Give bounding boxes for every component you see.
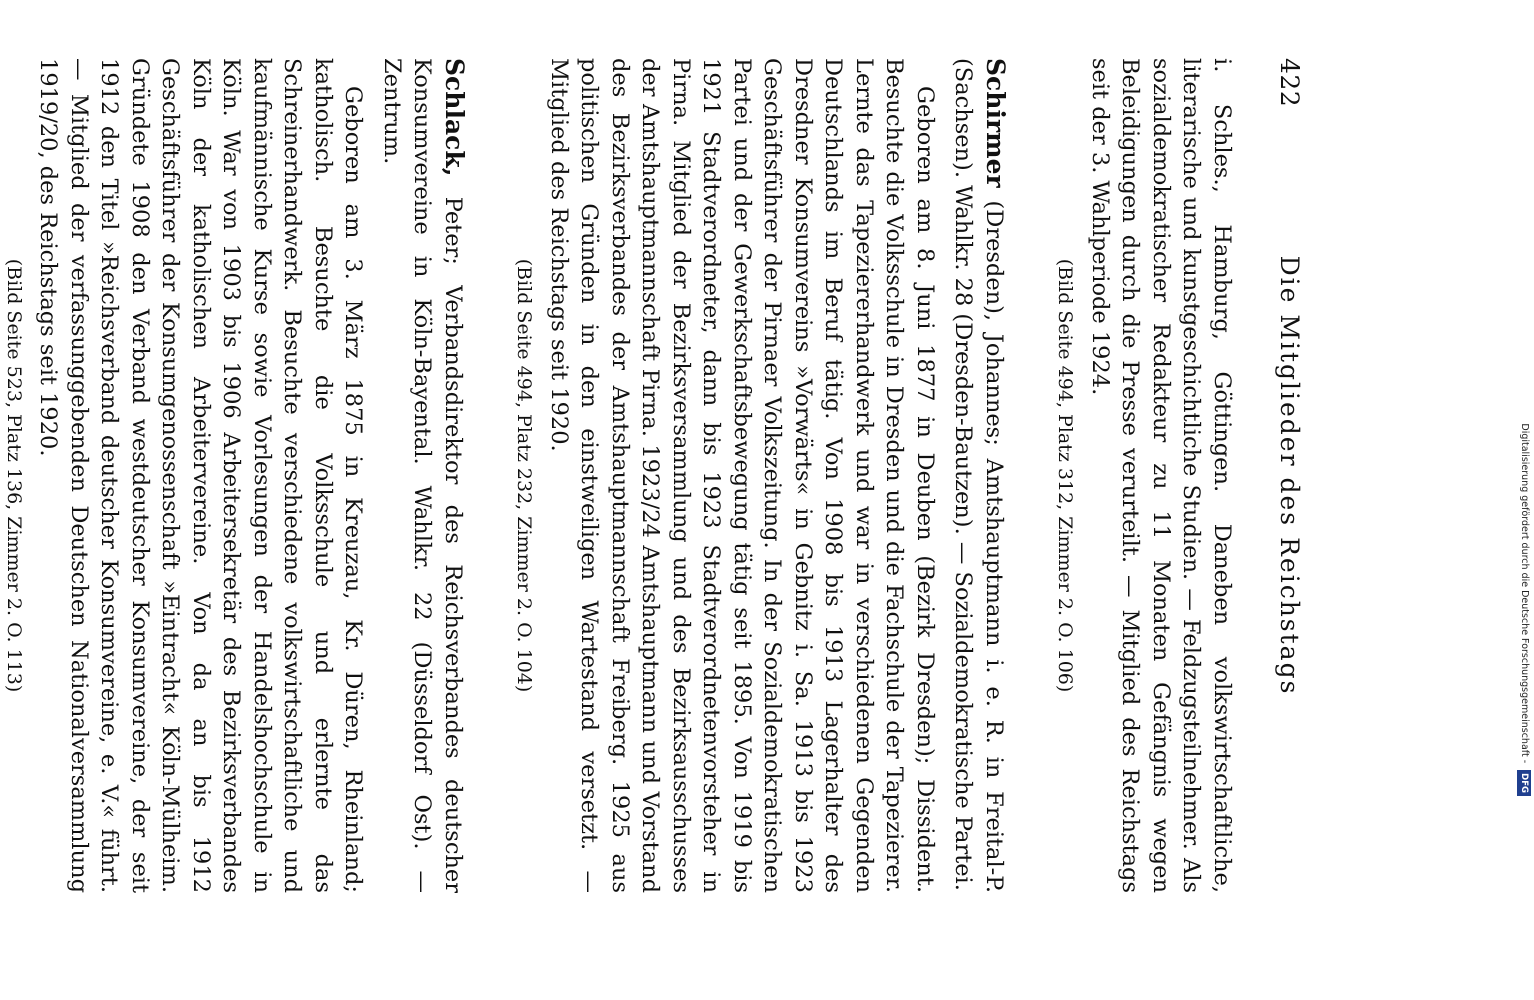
running-head: Die Mitglieder des Reichstags [1275,255,1304,696]
book-page [3,0,1400,1000]
page-number: 422 [1275,58,1304,108]
member-details: Peter; Verbandsdirektor des Reichsverbandes deutscher Konsumvereine in Köln-Bayental. Wahlkr. 22 (Düsseldorf Ost). — Zentrum. [379,58,466,893]
entry-heading [948,58,1010,893]
dfg-logo: DFG [1518,770,1532,796]
entry-heading [377,58,470,893]
page-content [0,58,1237,893]
member-name: Schirmer [981,58,1010,188]
biography-paragraph: Geboren am 3. März 1875 in Kreuzau, Kr. Düren, Rheinland; katholisch. Besuchte die Volksschule und erlernte das Schreinerhandwerk. Besuchte verschiedene volkswirtschaftliche und kaufmännische Kurse sowie Vorlesungen der Handelshochschule in Köln. War von 1903 bis 1906 Arbeitersekretär des Bezirksverbandes Köln der katholischen Arbeitervereine. Von da an bis 1912 Geschäftsführer der Konsumgenossenschaft »Eintracht« Köln-Mülheim. Gründete 1908 den Verband westdeutscher Konsumvereine, der seit 1912 den Titel »Reichsverband deutscher Konsumvereine, e. V.« führt. — Mitglied der verfassunggebenden Deutschen Nationalversammlung 1919/20, des Reichstags seit 1920. [35,58,367,893]
photo-reference: (Bild Seite 523, Platz 136, Zimmer 2. O. 113) [3,258,25,693]
photo-reference: (Bild Seite 494, Platz 312, Zimmer 2. O. 106) [1054,258,1077,693]
digitization-note-text: Digitalisierung gefördert durch die Deutsche Forschungsgemeinschaft - [1519,423,1530,764]
biography-paragraph: Geboren am 8. Juni 1877 in Deuben (Bezirk Dresden); Dissident. Besuchte die Volksschule in Dresden und die Fachschule der Tapezierer. Lernte das Tapeziererhandwerk und war in verschiedenen Gegenden Deutschlands im Beruf tätig. Von 1908 bis 1913 Lagerhalter des Dresdner Konsumvereins »Vorwärts« in Gebnitz i. Sa. 1913 bis 1923 Geschäftsführer der Pirnaer Volkszeitung. In der Sozialdemokratischen Partei und der Gewerkschaftsbewegung tätig seit 1895. Von 1919 bis 1921 Stadtverordneter, dann bis 1923 Stadtverordnetenvorsteher in Pirna. Mitglied der Bezirksversammlung und des Bezirksausschusses der Amtshauptmannschaft Pirna. 1923/24 Amtshauptmann und Vorstand des Bezirksverbandes der Amtshauptmannschaft Freiberg. 1925 aus politischen Gründen in den einstweiligen Wartestand versetzt. — Mitglied des Reichstags seit 1920. [546,58,938,893]
page-header [1270,58,1310,893]
photo-reference: (Bild Seite 494, Platz 232, Zimmer 2. O. 104) [513,258,536,693]
continuation-paragraph: i. Schles., Hamburg, Göttingen. Daneben volkswirtschaftliche, literarische und kunstgeschichtliche Studien. — Feldzugsteilnehmer. Als sozialdemokratischer Redakteur zu 11 Monaten Gefängnis wegen Beleidigungen durch die Presse verurteilt. — Mitglied des Reichstags seit der 3. Wahlperiode 1924. [1087,58,1235,893]
member-name: Schlack, [440,58,469,177]
member-details: (Dresden), Johannes; Amtshauptmann i. e. R. in Freital-P. (Sachsen). Wahlkr. 28 (Dresden-Bautzen). — Sozialdemokratische Partei. [950,58,1007,893]
digitization-note [1515,6,1533,796]
